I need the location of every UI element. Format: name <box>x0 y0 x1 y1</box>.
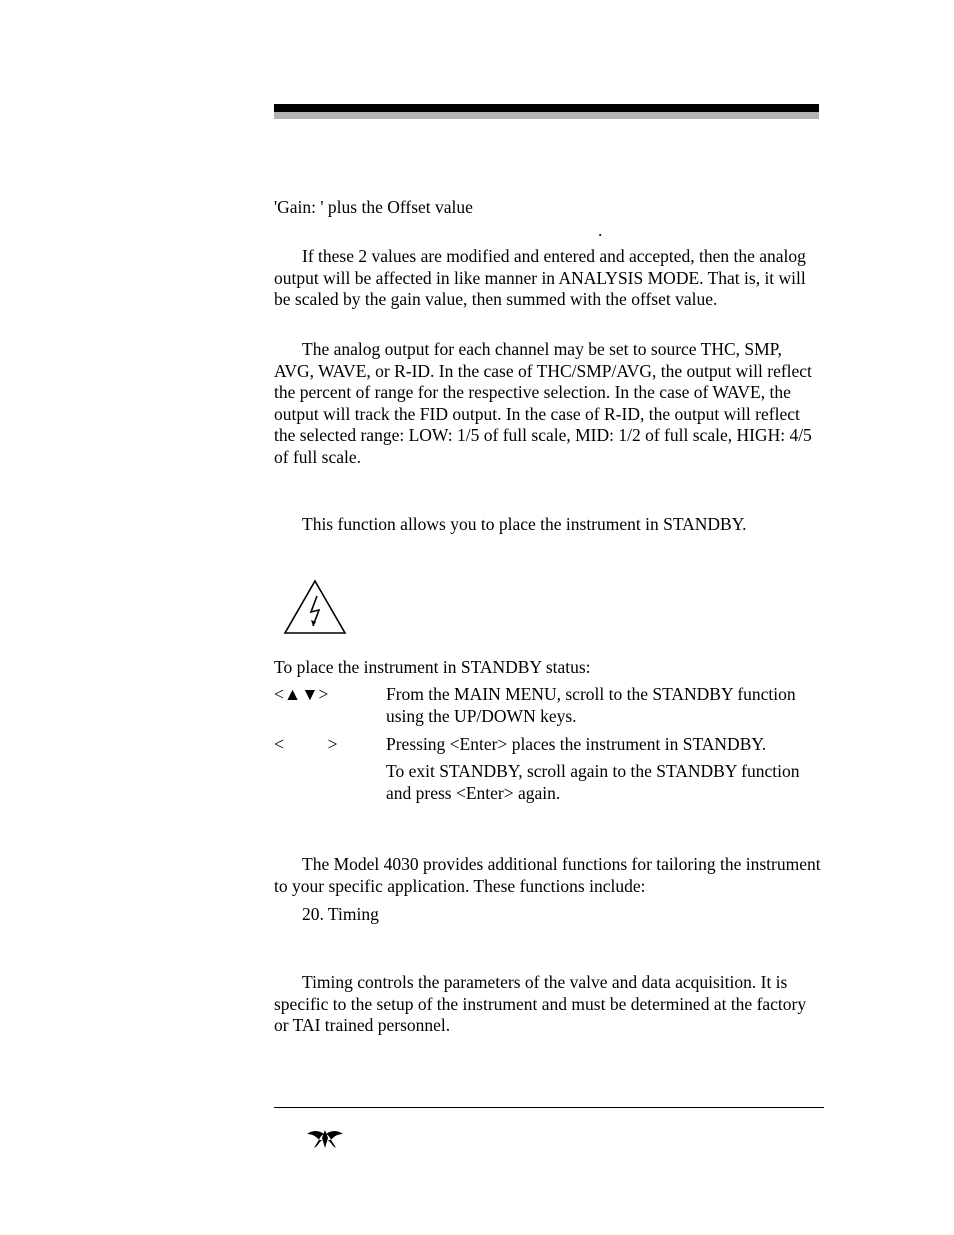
paragraph-timing: Timing controls the parameters of the valve and data acquisition. It is specific to the setup of the instrument and must be determined at the factory or TAI trained personnel. <box>274 972 807 1035</box>
step-key-enter: < > <box>274 734 338 754</box>
paragraph-gain-offset: If these 2 values are modified and entered and accepted, then the analog output will be affected in like manner in ANALYSIS MODE. That is, it will be scaled by the gain value, then summed with the offset value. <box>274 246 806 309</box>
teledyne-logo-icon <box>305 1126 345 1150</box>
paragraph-standby-intro: This function allows you to place the instrument in STANDBY. <box>302 514 747 534</box>
paragraph-standby-how: To place the instrument in STANDBY status: <box>274 657 591 677</box>
header-rule-shade <box>274 112 819 119</box>
high-voltage-warning-icon <box>282 578 348 636</box>
footer-rule <box>274 1107 824 1108</box>
paragraph-additional-functions: The Model 4030 provides additional functions for tailoring the instrument to your specific application. These functions include: <box>274 854 821 896</box>
gain-offset-line: 'Gain: ' plus the Offset value <box>274 197 473 217</box>
step-text-pressing: Pressing <Enter> places the instrument in STANDBY. <box>386 734 767 754</box>
paragraph-analog-source: The analog output for each channel may be set to source THC, SMP, AVG, WAVE, or R-ID. In the case of THC/SMP/AVG, the output will reflect the percent of range for the respective selection. In the case of WAVE, the output will track the FID output. In the case of R-ID, the output will reflect the selected range: LOW: 1/5 of full scale, MID: 1/2 of full scale, HIGH: 4/5 of full scale. <box>274 339 812 467</box>
step-key-updown: <▲▼> <box>274 684 329 704</box>
header-rule <box>274 104 819 112</box>
step-text-scroll: From the MAIN MENU, scroll to the STANDBY function using the UP/DOWN keys. <box>386 684 796 726</box>
step-text-exit: To exit STANDBY, scroll again to the STANDBY function and press <Enter> again. <box>386 761 800 803</box>
list-item-timing: 20. Timing <box>302 904 379 924</box>
stray-period: . <box>598 220 603 240</box>
